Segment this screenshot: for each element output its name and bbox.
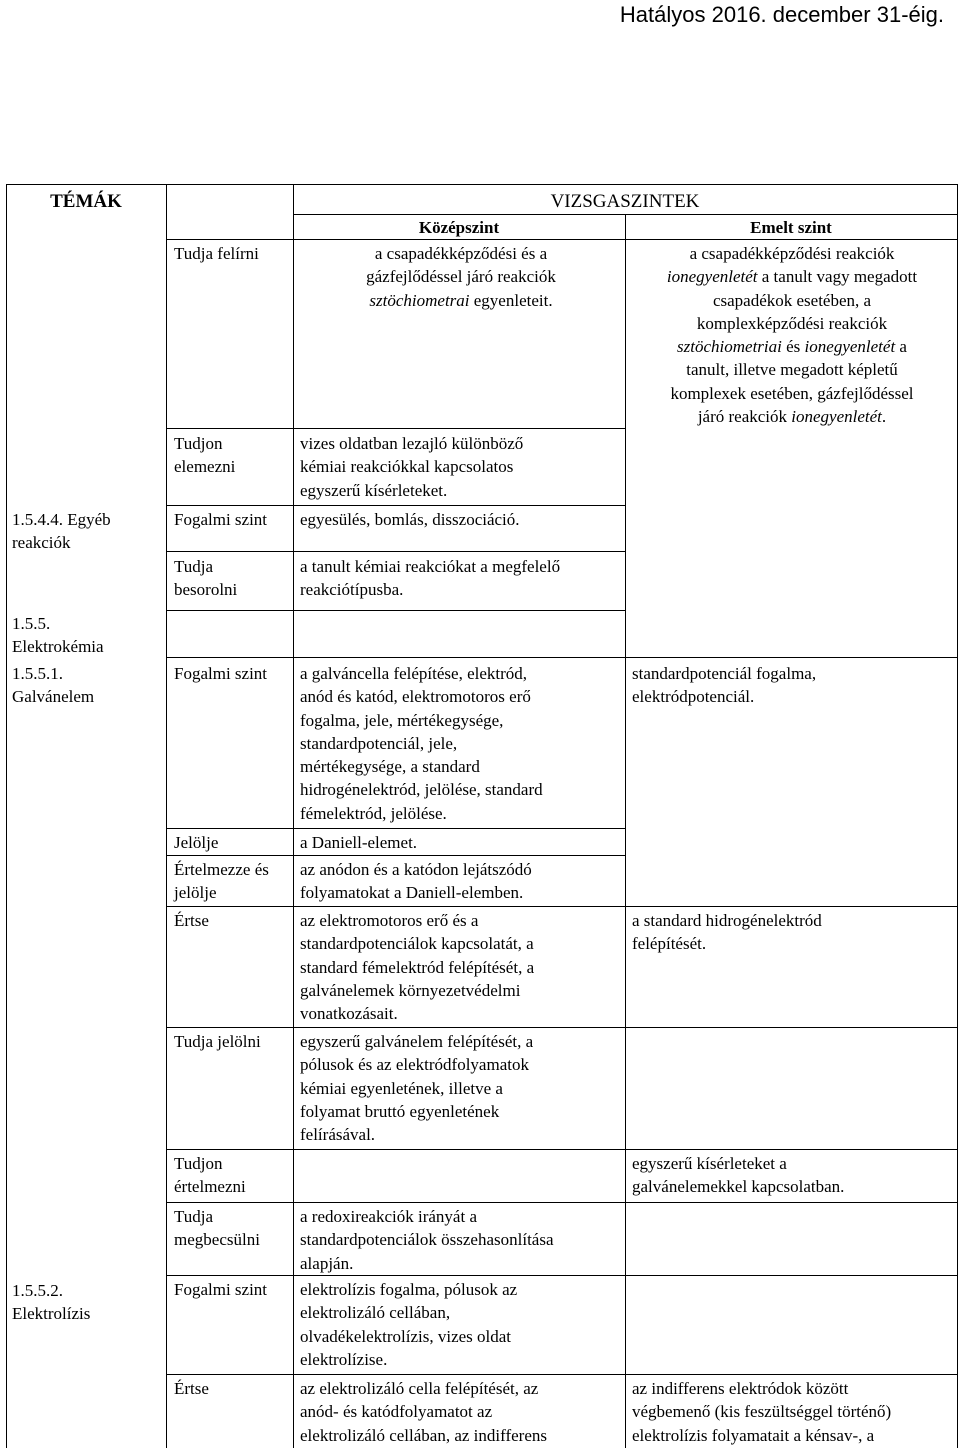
high-row-2: standardpotenciál fogalma, elektródpotenciál. [632, 664, 817, 707]
validity-header: Hatályos 2016. december 31-éig. [619, 2, 944, 27]
verb-row-1: Tudja felírni [174, 244, 259, 263]
col-topics-header: TÉMÁK [50, 191, 122, 212]
topic-electrolysis: 1.5.5.2. Elektrolízis [12, 1281, 91, 1324]
verb-row-9: Tudja jelölni [174, 1032, 261, 1051]
verb-row-11: Tudja megbecsülni [174, 1207, 260, 1250]
topic-other-reactions: 1.5.4.4. Egyéb reakciók [12, 510, 111, 553]
high-row-5: az indifferens elektródok között végbemenő (kis feszültséggel történő) elektrolízis folyamatait a kénsav-, a [632, 1379, 892, 1445]
verb-row-2: Tudjon elemezni [174, 434, 236, 477]
verb-row-7: Értelmezze és jelölje [174, 860, 269, 903]
mid-row-6: a Daniell-elemet. [300, 833, 418, 852]
verb-row-10: Tudjon értelmezni [174, 1154, 246, 1197]
topic-electrochemistry: 1.5.5. Elektrokémia [12, 614, 104, 657]
topic-galvanic-cell: 1.5.5.1. Galvánelem [12, 664, 95, 707]
mid-row-11: elektrolízis fogalma, pólusok az elektrolizáló cellában, olvadékelektrolízis, vizes oldat elektrolízise. [300, 1280, 518, 1369]
col-high-header: Emelt szint [750, 218, 832, 237]
verb-row-8: Értse [174, 911, 209, 930]
high-row-4: egyszerű kísérleteket a galvánelemekkel kapcsolatban. [632, 1154, 845, 1197]
col-mid-header: Középszint [418, 218, 500, 237]
verb-row-3: Fogalmi szint [174, 510, 268, 529]
mid-row-4: a tanult kémiai reakciókat a megfelelő reakciótípusba. [300, 557, 561, 600]
mid-row-2: vizes oldatban lezajló különböző kémiai reakciókkal kapcsolatos egyszerű kísérleteket. [300, 434, 524, 500]
verb-row-13: Értse [174, 1379, 209, 1398]
verb-row-6: Jelölje [174, 833, 219, 852]
verb-row-4: Tudja besorolni [174, 557, 238, 600]
mid-row-8: az elektromotoros erő és a standardpotenciálok kapcsolatát, a standard fémelektród felépítését, a galvánelemek környezetvédelmi vonatkozásait. [300, 911, 535, 1024]
mid-row-10: a redoxireakciók irányát a standardpotenciálok összehasonlítása alapján. [300, 1207, 554, 1273]
col-levels-header: VIZSGASZINTEK [550, 191, 700, 212]
verb-row-12: Fogalmi szint [174, 1280, 268, 1299]
mid-row-12: az elektrolizáló cella felépítését, az anód- és katódfolyamatot az elektrolizáló cellában, az indifferens [300, 1379, 548, 1445]
mid-row-9: egyszerű galvánelem felépítését, a pólusok és az elektródfolyamatok kémiai egyenletének, illetve a folyamat bruttó egyenletének felírásával. [300, 1032, 534, 1145]
mid-row-5: a galváncella felépítése, elektród, anód és katód, elektromotoros erő fogalma, jele, mértékegysége, standardpotenciál, jele, mértékegysége, a standard hidrogénelektród, jelölése, standard fémelektród, jelölése. [300, 664, 543, 823]
mid-row-3: egyesülés, bomlás, disszociáció. [300, 510, 520, 529]
mid-row-7: az anódon és a katódon lejátszódó folyamatokat a Daniell-elemben. [300, 860, 532, 903]
verb-row-5: Fogalmi szint [174, 664, 268, 683]
mid-row-1: a csapadékképződési és a gázfejlődéssel járó reakciók sztöchiometrai egyenleteit. [366, 244, 556, 310]
high-row-3: a standard hidrogénelektród felépítését. [632, 911, 822, 954]
high-row-1: a csapadékképződési reakciók ionegyenletét a tanult vagy megadott csapadékok esetében, a komplexképződési reakciók sztöchiometriai és ionegyenletét a tanult, illetve megadott képletű komplexek esetében, gázfejlődéssel járó reakciók ionegyenletét. [666, 244, 918, 427]
